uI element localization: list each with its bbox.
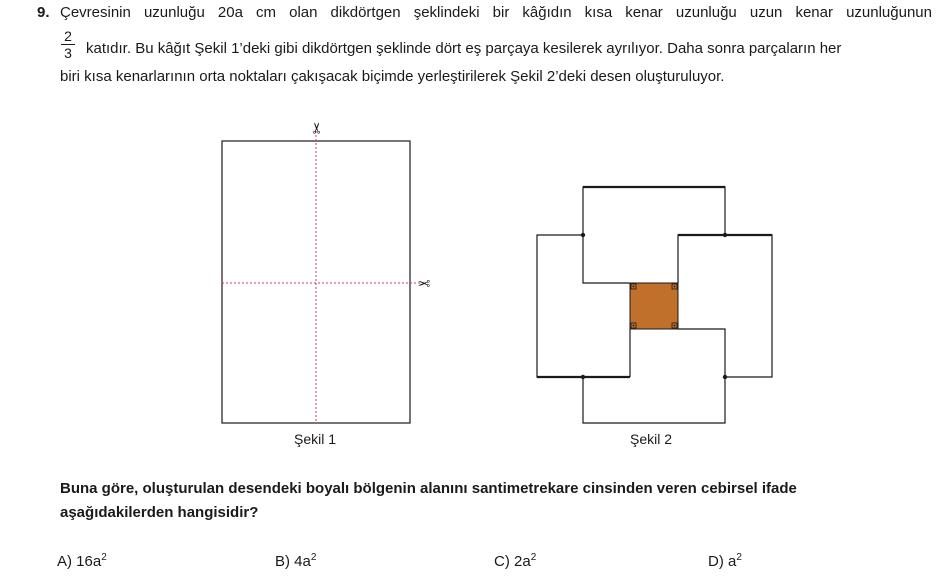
scissors-icon-right: ✂ [417,274,431,292]
option-a-label: A) 16a [57,553,102,570]
question-text-line-2: katıdır. Bu kâğıt Şekil 1’deki gibi dikdörtgen şeklinde dört eş parçaya kesilerek ayrılıyor. Daha sonra parçaların her [86,40,842,57]
fraction-denominator: 3 [64,45,72,61]
shaded-square [630,283,678,329]
option-d-exponent: 2 [736,552,742,563]
option-d[interactable] [708,552,742,570]
bottom-piece-right-edge [678,329,725,377]
top-piece [583,187,725,235]
question-text-line-1: Çevresinin uzunluğu 20a cm olan dikdörtgen şeklindeki bir kâğıdın kısa kenar uzunluğu uzun kenar uzunluğunun [60,4,932,21]
option-c-exponent: 2 [530,552,537,563]
option-a[interactable] [57,552,107,570]
figure-2-caption: Şekil 2 [630,431,673,447]
option-a-exponent: 2 [101,552,107,563]
option-c-label: C) 2a [494,553,531,570]
option-c[interactable] [494,552,536,570]
figure-1-caption: Şekil 1 [294,431,337,447]
bottom-piece [583,377,725,423]
question-number: 9. [37,4,50,21]
top-piece-left-edge [583,235,630,283]
figure-2 [537,187,772,423]
option-b-label: B) 4a [275,553,311,570]
prompt-line-1: Buna göre, oluşturulan desendeki boyalı bölgenin alanını santimetrekare cinsinden veren cebirsel ifade [60,480,797,497]
fraction-numerator: 2 [64,28,72,44]
question-text-line-3: biri kısa kenarlarının orta noktaları çakışacak biçimde yerleştirilerek Şekil 2’deki desen oluşturuluyor. [60,68,725,85]
option-d-label: D) a [708,553,737,570]
prompt-line-2: aşağıdakilerden hangisidir? [60,504,259,521]
scissors-icon-top: ✂ [308,121,326,135]
option-b-exponent: 2 [310,552,317,563]
figure-1 [222,122,430,423]
option-b[interactable] [275,552,316,570]
left-piece [537,235,583,377]
